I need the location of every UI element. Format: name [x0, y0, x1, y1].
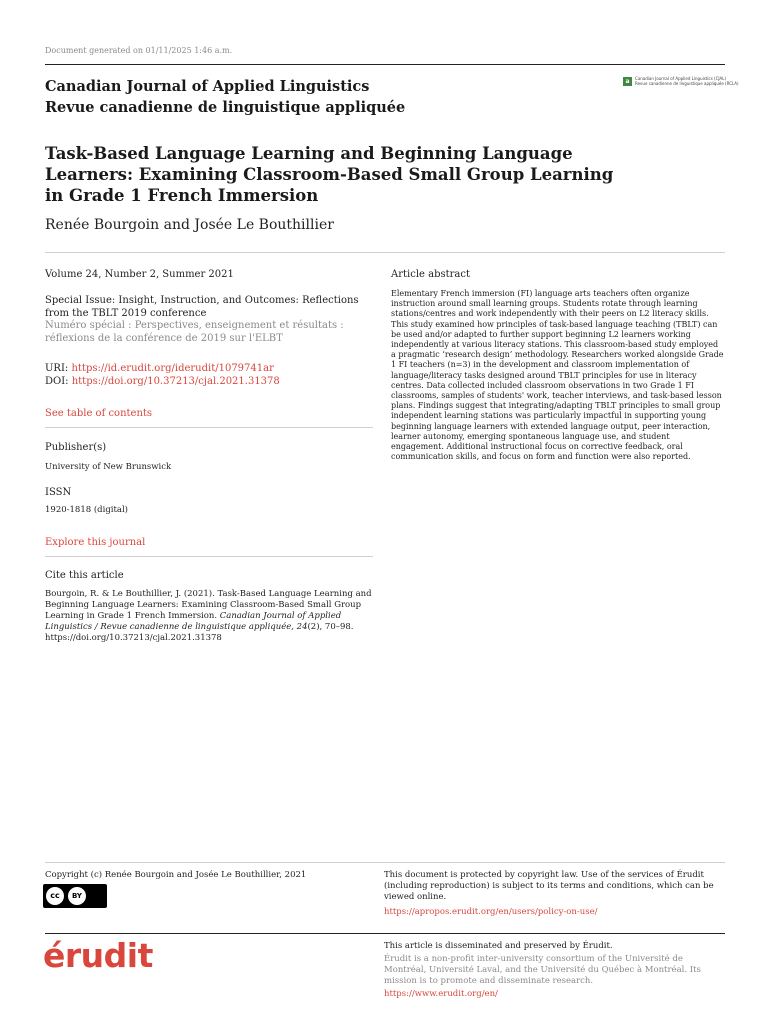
special-issue-en: Special Issue: Insight, Instruction, and Outcomes: Reflections from the TBLT 2019 conference — [45, 295, 359, 319]
abstract-text: Elementary French immersion (FI) language arts teachers often organize instruction around small learning groups. Students rotate through learning stations/centres and work independently with their peers on L2 literacy skills. This study examined how principles of task-based language teaching (TBLT) can be used and/or adapted to further support beginning L2 learners working independently at various literacy stations. This classroom-based study employed a pragmatic ‘research design’ methodology. Researchers worked alongside Grade 1 FI teachers (n=3) in the development and classroom implementation of language/literacy tasks designed around TBLT principles for use in literacy centres. Data collected included classroom observations in two Grade 1 FI classrooms, samples of students' work, teacher interviews, and task-based lesson plans. Findings suggest that integrating/adapting TBLT principles to small group independent learning stations was particularly impactful in supporting young beginning language learners with extended language output, peer interaction, learner autonomy, emerging spontaneous language use, and student engagement. Additional instructional focus on corrective feedback, oral communication skills, and focus on form and function were also reported. — [391, 289, 724, 462]
table-of-contents-link[interactable]: See table of contents — [45, 408, 153, 419]
explore-journal-link[interactable]: Explore this journal — [45, 537, 146, 548]
article-authors: Renée Bourgoin and Josée Le Bouthillier — [45, 217, 334, 233]
uri-link[interactable]: https://id.erudit.org/iderudit/1079741ar — [71, 363, 274, 374]
protection-notice — [384, 870, 724, 918]
cjal-logo — [623, 76, 739, 86]
special-issue-fr: Numéro spécial : Perspectives, enseignement et résultats : réflexions de la conférence de 2019 sur l'ELBT — [45, 320, 344, 344]
citation — [45, 589, 377, 644]
volume: Volume 24, Number 2, Summer 2021 — [45, 269, 234, 280]
article-title: Task-Based Language Learning and Beginning Language Learners: Examining Classroom-Based Small Group Learning in Grade 1 French Immersion — [45, 144, 614, 205]
protection-text: This document is protected by copyright law. Use of the services of Érudit (including reproduction) is subject to its terms and conditions, which can be viewed online. — [384, 870, 714, 902]
copyright: Copyright (c) Renée Bourgoin and Josée Le Bouthillier, 2021 — [45, 870, 307, 880]
volume-info — [45, 269, 375, 280]
doi-label: DOI: — [45, 375, 72, 387]
section-divider — [45, 252, 725, 253]
journal-names — [45, 76, 405, 118]
erudit-logo: érudit — [43, 936, 153, 975]
divider — [45, 427, 373, 428]
cc-license-badge[interactable] — [43, 884, 107, 908]
cjal-logo-text: Canadian Journal of Applied Linguistics (CJAL) Revue canadienne de linguistique appliquée (RCLA) — [635, 76, 739, 86]
journal-title-fr: Revue canadienne de linguistique appliquée — [45, 99, 406, 116]
cc-icon: cc — [46, 887, 64, 905]
footer-rule — [45, 933, 725, 934]
divider — [45, 556, 373, 557]
abstract-label: Article abstract — [391, 269, 470, 280]
uri-label: URI: — [45, 363, 72, 374]
disseminated-text: This article is disseminated and preserved by Érudit. — [384, 941, 613, 951]
erudit-description: Érudit is a non-profit inter-university consortium of the Université de Montréal, Université Laval, and the Université du Québec à Montréal. Its mission is to promote and disseminate research. — [384, 954, 701, 986]
publisher-name: University of New Brunswick — [45, 462, 172, 472]
top-divider — [45, 64, 725, 65]
doi-link[interactable]: https://doi.org/10.37213/cjal.2021.31378 — [71, 375, 280, 387]
erudit-link[interactable]: https://www.erudit.org/en/ — [384, 989, 498, 999]
generated-date: Document generated on 01/11/2025 1:46 a.m. — [45, 46, 233, 55]
journal-title-en: Canadian Journal of Applied Linguistics — [45, 78, 370, 95]
special-issue — [45, 295, 375, 345]
citation-end: (2), 70–98. https://doi.org/10.37213/cjal.2021.31378 — [45, 622, 354, 643]
policy-link[interactable]: https://apropos.erudit.org/en/users/policy-on-use/ — [384, 907, 598, 917]
issn-label: ISSN — [45, 487, 72, 498]
publisher-label: Publisher(s) — [45, 442, 107, 453]
cjal-logo-icon: a — [623, 77, 632, 86]
citation-journal: Canadian Journal of Applied Linguistics / Revue canadienne de linguistique appliquée, 24 — [45, 611, 342, 632]
footer-divider — [45, 862, 725, 863]
identifiers — [45, 363, 375, 388]
citation-text: Bourgoin, R. & Le Bouthillier, J. (2021). Task-Based Language Learning and Beginning Language Learners: Examining Classroom-Based Small Group Learning in Grade 1 French Immersion. — [45, 589, 372, 621]
erudit-notice — [384, 941, 724, 1000]
cite-label: Cite this article — [45, 570, 124, 581]
attribution-icon: BY — [68, 887, 86, 905]
issn-value: 1920-1818 (digital) — [45, 505, 128, 515]
